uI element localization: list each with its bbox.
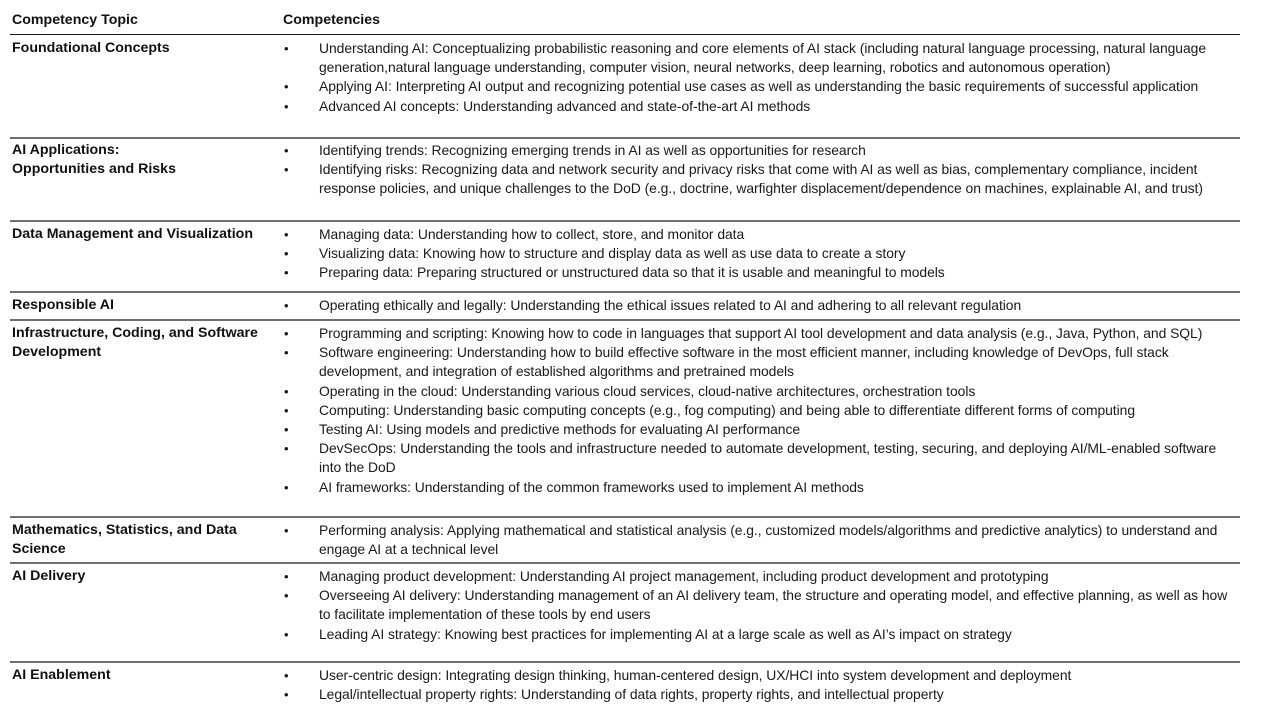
competencies-list <box>281 521 1241 559</box>
competency-item <box>281 97 1241 116</box>
competency-item <box>281 625 1241 644</box>
bullet-icon: • <box>284 79 289 95</box>
topic-line: Data Management and Visualization <box>12 226 253 242</box>
bullet-icon: • <box>284 326 289 341</box>
competency-item <box>281 324 1241 343</box>
table-row <box>10 517 1240 564</box>
competencies-list <box>281 225 1241 283</box>
bullet-icon: • <box>284 523 289 538</box>
competency-item <box>281 420 1241 439</box>
bullet-icon: • <box>284 265 289 281</box>
table-row <box>10 563 1240 663</box>
competency-text: Leading AI strategy: Knowing best practices for implementing AI at a large scale as well as AI’s impact on strategy <box>319 625 1012 642</box>
table-row <box>10 292 1240 321</box>
bullet-icon: • <box>284 98 289 114</box>
competency-text: AI frameworks: Understanding of the common frameworks used to implement AI methods <box>319 478 864 495</box>
competency-text: Operating in the cloud: Understanding various cloud services, cloud-native architectures, orchestration tools <box>319 382 976 399</box>
topic-line: AI Enablement <box>12 667 111 683</box>
competency-item <box>281 244 1241 263</box>
competency-text: Testing AI: Using models and predictive methods for evaluating AI performance <box>319 421 801 438</box>
table-row <box>10 662 1240 720</box>
competency-topic <box>12 666 274 685</box>
table-row <box>10 320 1240 518</box>
bullet-icon: • <box>284 569 289 584</box>
competencies-list <box>281 324 1241 497</box>
bullet-icon: • <box>284 668 289 683</box>
header-competency-topic: Competency Topic <box>12 12 138 28</box>
table-row <box>10 137 1240 222</box>
competency-item <box>281 439 1241 477</box>
competency-text: Preparing data: Preparing structured or unstructured data so that it is usable and meaningful to models <box>319 264 945 281</box>
competency-text: Visualizing data: Knowing how to structure and display data as well as use data to create a story <box>319 245 906 262</box>
competency-topic <box>12 296 274 315</box>
competency-topic <box>12 141 274 180</box>
competency-item <box>281 685 1241 704</box>
competency-item <box>281 478 1241 497</box>
bullet-icon: • <box>284 143 289 158</box>
bullet-icon: • <box>284 227 289 242</box>
bullet-icon: • <box>284 162 289 178</box>
competency-text: Managing product development: Understanding AI project management, including product development and prototyping <box>319 568 1049 584</box>
topic-line: Infrastructure, Coding, and Software <box>12 325 258 341</box>
topic-line: Development <box>12 344 102 361</box>
competency-topic <box>12 567 274 586</box>
topic-line: AI Delivery <box>12 568 86 584</box>
bullet-icon: • <box>284 41 289 56</box>
table-header <box>10 0 1240 35</box>
competency-text: Software engineering: Understanding how to build effective software in the most efficient manner, including knowledge of DevOps, full stack development, and integration of established algorithms and pretrained models <box>319 344 1169 380</box>
bullet-icon: • <box>284 588 289 604</box>
competency-item <box>281 39 1241 77</box>
competency-item <box>281 343 1241 381</box>
competency-text: Managing data: Understanding how to collect, store, and monitor data <box>319 226 745 242</box>
competency-topic <box>12 324 274 363</box>
competency-text: DevSecOps: Understanding the tools and infrastructure needed to automate development, testing, securing, and deploying AI/ML-enabled software into the DoD <box>319 440 1217 476</box>
competency-text: Identifying risks: Recognizing data and network security and privacy risks that come with AI as well as bias, complementary compliance, incident response policies, and unique challenges to the DoD (e.g., doctrine, warfighter displacement/dependence on machines, explainable AI, and trust) <box>319 161 1203 197</box>
bullet-icon: • <box>284 246 289 262</box>
competency-text: Overseeing AI delivery: Understanding management of an AI delivery team, the structure and operating model, and effective planning, as well as how to facilitate implementation of these tools by end users <box>319 587 1228 623</box>
competency-topic <box>12 521 274 560</box>
topic-line: Foundational Concepts <box>12 40 170 56</box>
topic-line: AI Applications: <box>12 142 120 158</box>
competency-item <box>281 521 1241 559</box>
competencies-list <box>281 567 1241 644</box>
competency-item <box>281 586 1241 624</box>
competency-text: Legal/intellectual property rights: Understanding of data rights, property rights, and intellectual property <box>319 686 944 703</box>
bullet-icon: • <box>284 298 289 313</box>
bullet-icon: • <box>284 441 289 457</box>
bullet-icon: • <box>284 626 289 642</box>
competency-item <box>281 401 1241 420</box>
bullet-icon: • <box>284 422 289 438</box>
competency-item <box>281 263 1241 282</box>
competencies-list <box>281 141 1241 199</box>
competency-text: Operating ethically and legally: Understanding the ethical issues related to AI and adhering to all relevant regulation <box>319 297 1022 313</box>
competency-text: Identifying trends: Recognizing emerging trends in AI as well as opportunities for research <box>319 142 866 158</box>
bullet-icon: • <box>284 402 289 418</box>
topic-line: Science <box>12 541 66 558</box>
competency-text: Understanding AI: Conceptualizing probabilistic reasoning and core elements of AI stack (including natural language processing, natural language generation,natural language understanding, computer vision, neural networks, deep learning, robotics and autonomous operation) <box>319 40 1206 76</box>
competencies-list <box>281 666 1241 704</box>
competency-text: Programming and scripting: Knowing how to code in languages that support AI tool development and data analysis (e.g., Java, Python, and SQL) <box>319 325 1203 341</box>
competency-item <box>281 160 1241 198</box>
bullet-icon: • <box>284 383 289 399</box>
bullet-icon: • <box>284 687 289 703</box>
competency-item <box>281 666 1241 685</box>
competency-item <box>281 225 1241 244</box>
competency-item <box>281 77 1241 96</box>
competency-item <box>281 141 1241 160</box>
competency-topic <box>12 39 274 58</box>
competency-text: User-centric design: Integrating design thinking, human-centered design, UX/HCI into system development and deployment <box>319 667 1072 683</box>
table-row <box>10 221 1240 293</box>
competency-item <box>281 382 1241 401</box>
competency-text: Performing analysis: Applying mathematical and statistical analysis (e.g., customized models/algorithms and predictive analytics) to understand and engage AI at a technical level <box>319 522 1218 558</box>
competency-text: Advanced AI concepts: Understanding advanced and state-of-the-art AI methods <box>319 97 811 114</box>
bullet-icon: • <box>284 479 289 495</box>
competency-item <box>281 296 1241 315</box>
competencies-list <box>281 39 1241 116</box>
topic-line: Opportunities and Risks <box>12 161 176 178</box>
competencies-list <box>281 296 1241 315</box>
bullet-icon: • <box>284 345 289 361</box>
competency-item <box>281 567 1241 586</box>
topic-line: Responsible AI <box>12 297 114 313</box>
header-competencies: Competencies <box>283 12 380 28</box>
topic-line: Mathematics, Statistics, and Data <box>12 522 237 538</box>
competency-topic <box>12 225 274 244</box>
table-row <box>10 35 1240 139</box>
competency-text: Computing: Understanding basic computing concepts (e.g., fog computing) and being able to differentiate different forms of computing <box>319 401 1136 418</box>
competency-text: Applying AI: Interpreting AI output and recognizing potential use cases as well as understanding the basic requirements of successful application <box>319 78 1199 95</box>
